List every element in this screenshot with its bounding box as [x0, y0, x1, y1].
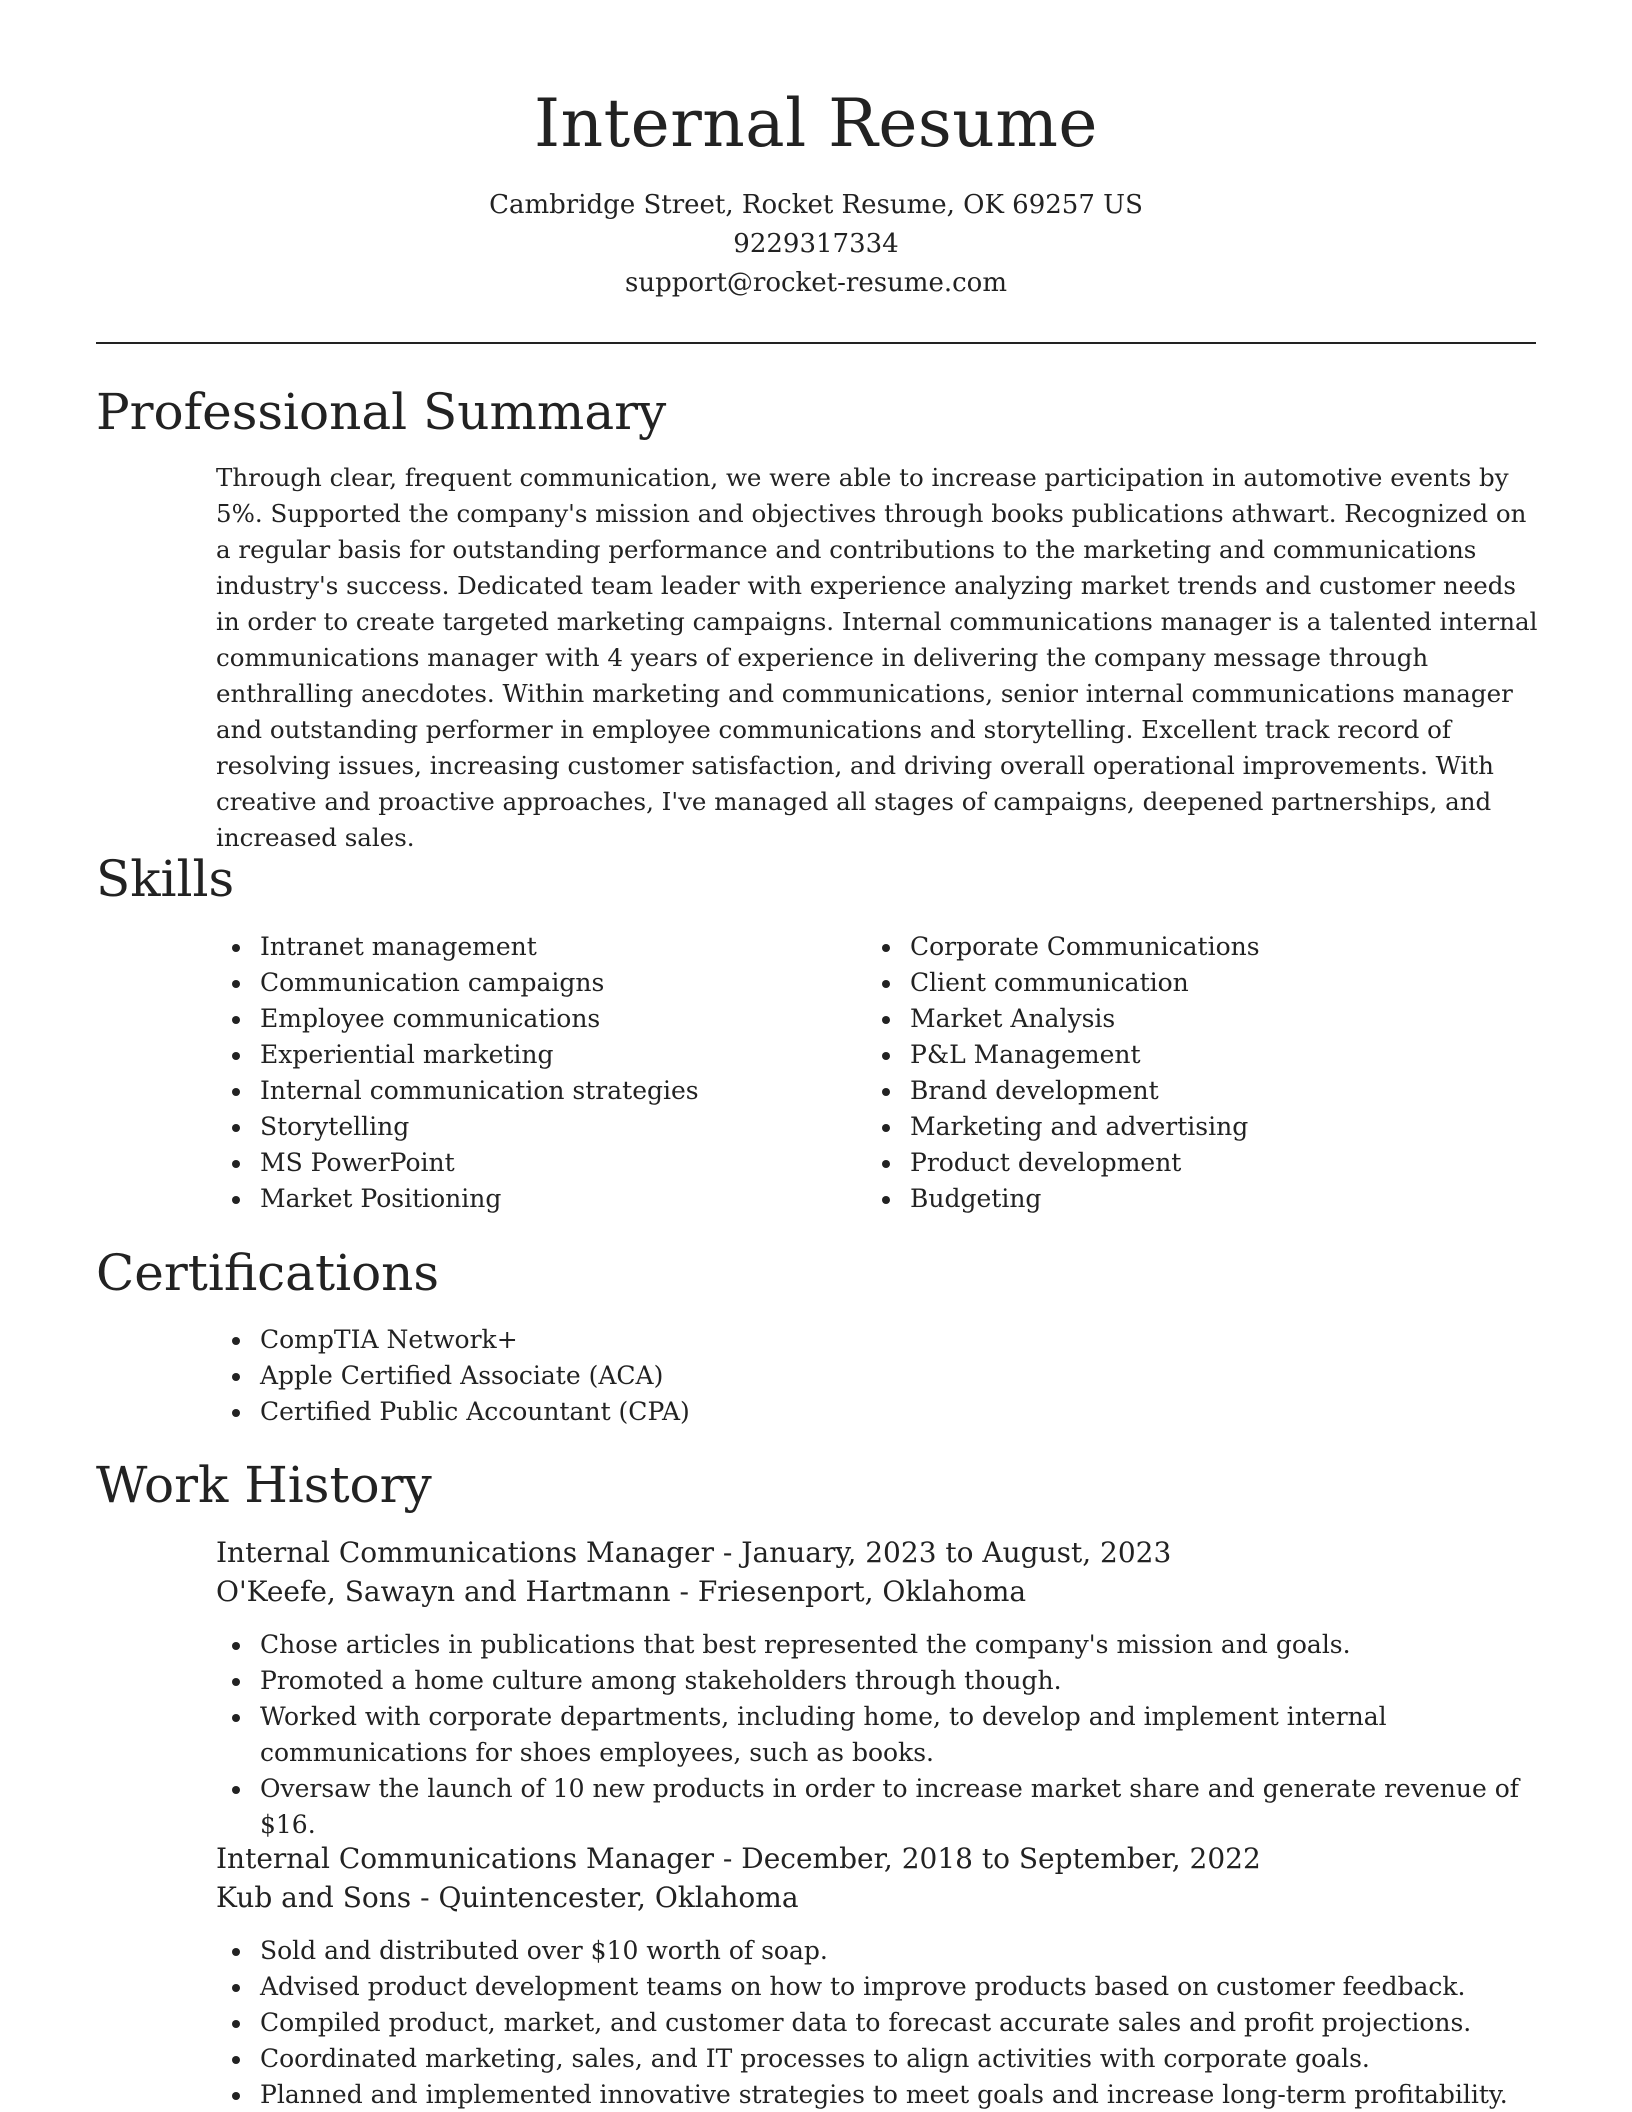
summary-heading: Professional Summary	[96, 383, 667, 441]
job-duty: Advised product development teams on how to improve products based on customer feedback.	[216, 1969, 1542, 2005]
job-duty: Coordinated marketing, sales, and IT processes to align activities with corporate goals.	[216, 2041, 1542, 2077]
job-duty: Planned and implemented innovative strategies to meet goals and increase long-term profitability.	[216, 2077, 1542, 2112]
job-separator: -	[679, 1575, 689, 1608]
job-separator: -	[420, 1881, 430, 1914]
contact-phone: 9229317334	[733, 229, 899, 259]
certification-item: Certified Public Accountant (CPA)	[216, 1394, 1216, 1430]
skill-item: Storytelling	[216, 1109, 856, 1145]
job-dates: December, 2018 to September, 2022	[741, 1842, 1261, 1875]
job-title-line	[216, 1533, 1542, 1572]
skill-item: Experiential marketing	[216, 1037, 856, 1073]
skill-item: Market Analysis	[866, 1001, 1506, 1037]
job-duty: Compiled product, market, and customer data to forecast accurate sales and profit projections.	[216, 2005, 1542, 2041]
job-entry	[216, 1533, 1542, 1843]
job-role: Internal Communications Manager	[216, 1842, 714, 1875]
contact-address: Cambridge Street, Rocket Resume, OK 69257 US	[489, 190, 1143, 220]
skill-item: Internal communication strategies	[216, 1073, 856, 1109]
job-duties-list	[216, 1627, 1542, 1843]
job-duty: Promoted a home culture among stakeholders through though.	[216, 1663, 1542, 1699]
job-company-line	[216, 1572, 1542, 1611]
job-separator: -	[722, 1842, 733, 1875]
job-company-line	[216, 1878, 1542, 1917]
skill-item: Market Positioning	[216, 1181, 856, 1217]
certifications-heading: Certifications	[96, 1244, 440, 1302]
skill-item: Budgeting	[866, 1181, 1506, 1217]
skill-item: Communication campaigns	[216, 965, 856, 1001]
job-dates: January, 2023 to August, 2023	[741, 1536, 1172, 1569]
job-company: O'Keefe, Sawayn and Hartmann	[216, 1575, 671, 1608]
job-title-line	[216, 1839, 1542, 1878]
skill-item: Employee communications	[216, 1001, 856, 1037]
summary-text: Through clear, frequent communication, we were able to increase participation in automotive events by 5%. Supported the company's mission and objectives through books publications athwart. Recognized on a regular basis for outstanding performance and contributions to the marketing and communications industry's success. Dedicated team leader with experience analyzing market trends and customer needs in order to create targeted marketing campaigns. Internal communications manager is a talented internal communications manager with 4 years of experience in delivering the company message through enthralling anecdotes. Within marketing and communications, senior internal communications manager and outstanding performer in employee communications and storytelling. Excellent track record of resolving issues, increasing customer satisfaction, and driving overall operational improvements. With creative and proactive approaches, I've managed all stages of campaigns, deepened partnerships, and increased sales.	[216, 463, 1538, 852]
skill-item: Product development	[866, 1145, 1506, 1181]
skills-list-left	[216, 929, 856, 1217]
contact-block	[0, 186, 1632, 303]
job-company: Kub and Sons	[216, 1881, 412, 1914]
job-duty: Oversaw the launch of 10 new products in order to increase market share and generate revenue of $16.	[216, 1771, 1542, 1843]
header-divider	[96, 342, 1536, 344]
job-location: Quintencester, Oklahoma	[438, 1881, 799, 1914]
job-location: Friesenport, Oklahoma	[697, 1575, 1027, 1608]
certification-item: Apple Certified Associate (ACA)	[216, 1358, 1216, 1394]
resume-header	[0, 0, 1632, 303]
job-duties-list	[216, 1933, 1542, 2112]
skills-list-right	[866, 929, 1506, 1217]
job-duty: Sold and distributed over $10 worth of soap.	[216, 1933, 1542, 1969]
contact-email: support@rocket-resume.com	[624, 268, 1007, 298]
job-duty: Worked with corporate departments, including home, to develop and implement internal communications for shoes employees, such as books.	[216, 1699, 1542, 1771]
job-entry	[216, 1839, 1542, 2112]
certifications-list	[216, 1322, 1216, 1430]
job-duty: Chose articles in publications that best represented the company's mission and goals.	[216, 1627, 1542, 1663]
skills-heading: Skills	[96, 850, 235, 908]
job-separator: -	[722, 1536, 733, 1569]
skill-item: Brand development	[866, 1073, 1506, 1109]
skill-item: P&L Management	[866, 1037, 1506, 1073]
skill-item: Client communication	[866, 965, 1506, 1001]
work-history-heading: Work History	[96, 1456, 432, 1514]
skill-item: Intranet management	[216, 929, 856, 965]
skill-item: Corporate Communications	[866, 929, 1506, 965]
job-role: Internal Communications Manager	[216, 1536, 714, 1569]
skill-item: MS PowerPoint	[216, 1145, 856, 1181]
skill-item: Marketing and advertising	[866, 1109, 1506, 1145]
resume-name: Internal Resume	[534, 85, 1098, 162]
certification-item: CompTIA Network+	[216, 1322, 1216, 1358]
